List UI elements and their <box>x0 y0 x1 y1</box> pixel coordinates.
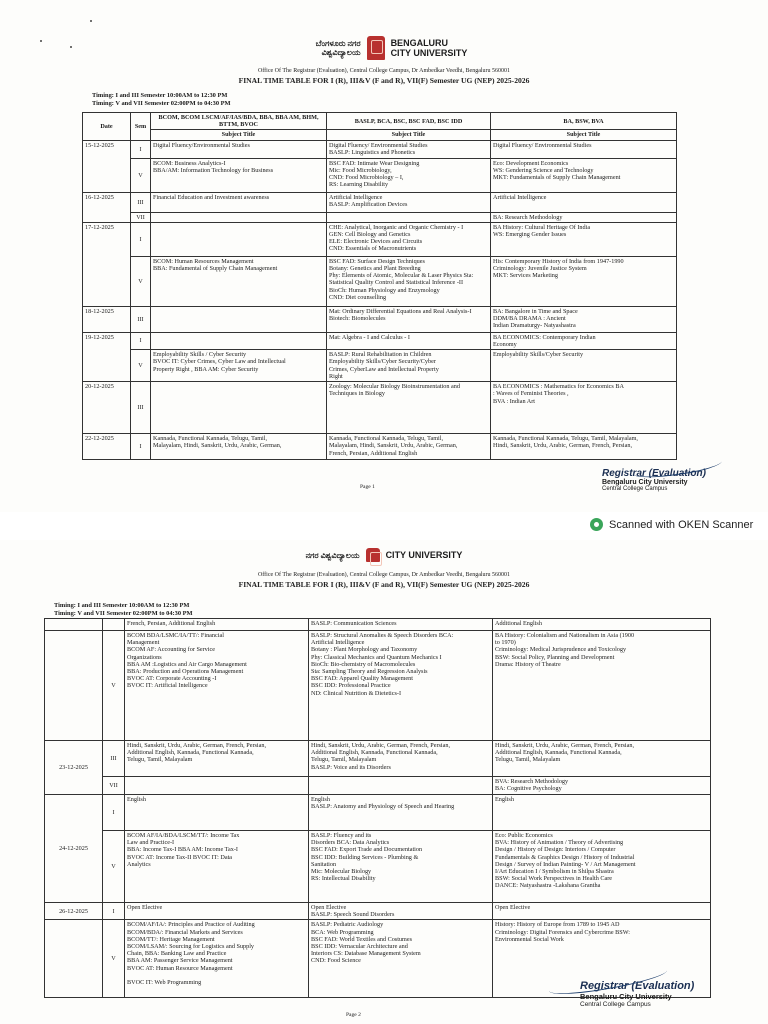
office-address: Office Of The Registrar (Evaluation), Central College Campus, Dr Ambedkar Veedhi, Bengaluru 560001 <box>257 572 511 578</box>
date-cell: 16-12-2025 <box>83 192 131 222</box>
sem-cell <box>103 619 125 631</box>
subject-cell: Mat: Algebra - I and Calculus - I <box>327 332 491 349</box>
header-commerce: BCOM, BCOM LSCM/AF/IAS/BDA, BBA, BBA AM, BHM, BTTM, BVOC <box>151 113 327 130</box>
table-row <box>83 192 677 212</box>
subject-cell: BA ECONOMICS : Mathematics for Economics BA : Waves of Feminist Theories , BVA : Indian Art <box>491 382 677 434</box>
date-cell: 23-12-2025 <box>45 741 103 795</box>
subject-cell: CHE: Analytical, Inorganic and Organic Chemistry - I GEN: Cell Biology and Genetics ELE: Electronic Devices and Circuits CND: Essentials of Macronutrients <box>327 222 491 256</box>
subject-cell: BASLP: Communication Sciences <box>309 619 493 631</box>
subject-cell: His: Contemporary History of India from 1947-1990 Criminology: Juvenile Justice System MKT: Services Marketing <box>491 256 677 306</box>
sem-cell: III <box>103 741 125 777</box>
timing-info: Timing: I and III Semester 10:00AM to 12:30 PM Timing: V and VII Semester 02:00PM to 04:30 PM <box>54 602 193 617</box>
subject-cell: Artificial Intelligence BASLP: Amplification Devices <box>327 192 491 212</box>
table-row <box>83 434 677 460</box>
subject-cell: BA ECONOMICS: Contemporary Indian Economy <box>491 332 677 349</box>
subject-cell: BSC FAD: Surface Design Techniques Botany: Genetics and Plant Breeding Phy: Elements of Atomic, Molecular & Laser Physics Sta: Statistical Quality Control and Statistical Inference -II BioCh: Human Physiology and Enzymology CND: Diet counselling <box>327 256 491 306</box>
sem-cell: V <box>103 920 125 998</box>
table-row <box>83 256 677 306</box>
subject-cell: BASLP: Fluency and its Disorders BCA: Data Analytics BSC FAD: Export Trade and Documentation BSC IDD: Building Services - Plumbing & Sanitation Mic: Molecular Biology RS: Intellectual Disability <box>309 831 493 903</box>
university-name-kannada: ಬೆಂಗಳೂರು ನಗರ ವಿಶ್ವವಿದ್ಯಾಲಯ <box>315 39 361 57</box>
subject-cell <box>309 777 493 795</box>
subtitle-row <box>83 130 677 140</box>
sem-cell: VII <box>103 777 125 795</box>
subject-cell: Zoology: Molecular Biology Bioinstrumentation and Techniques in Biology <box>327 382 491 434</box>
table-row <box>83 158 677 192</box>
sem-cell: V <box>131 256 151 306</box>
subject-cell: Kannada, Functional Kannada, Telugu, Tamil, Malayalam, Hindi, Sanskrit, Urdu, Arabic, German, French, Persian, Additional English <box>327 434 491 460</box>
table-row <box>45 831 711 903</box>
sem-cell: V <box>103 631 125 741</box>
subject-cell: Financial Education and Investment awareness <box>151 192 327 212</box>
sem-cell: III <box>131 306 151 332</box>
subject-cell: English <box>125 795 309 831</box>
subject-cell <box>151 222 327 256</box>
sem-cell: III <box>131 192 151 212</box>
subject-cell: Open Elective <box>493 903 711 920</box>
subject-cell: Open Elective BASLP: Speech Sound Disorders <box>309 903 493 920</box>
subject-cell: BASLP: Rural Rehabilitation in Children Employability Skills/Cyber Security/Cyber Crimes, CyberLaw and Intellectual Property Right <box>327 350 491 382</box>
signature-campus: Central College Campus <box>580 1001 651 1008</box>
subject-cell: Additional English <box>493 619 711 631</box>
table-row <box>83 222 677 256</box>
subject-cell: BA: Bangalore in Time and Space DDM/BA DRAMA : Ancient Indian Dramaturgy- Natyashastra <box>491 306 677 332</box>
subject-cell: English BASLP: Anatomy and Physiology of Speech and Hearing <box>309 795 493 831</box>
date-cell: 15-12-2025 <box>83 140 131 192</box>
scanner-logo-icon <box>590 518 603 531</box>
page-header <box>0 36 768 85</box>
sem-cell: V <box>131 158 151 192</box>
subject-cell: English <box>493 795 711 831</box>
subject-cell: BSC FAD: Intimate Wear Designing Mic: Food Microbiology, CND: Food Microbiology – I, RS: Learning Disability <box>327 158 491 192</box>
table-row <box>45 903 711 920</box>
subject-cell: BCOM BDA/LSMC/IA/TT/: Financial Management BCOM AF: Accounting for Service Organizations BBA AM :Logistics and Air Cargo Management BBA: Production and Operations Management BVOC AT: Corporate Accounting -I BVOC IT: Artificial Intelligence <box>125 631 309 741</box>
subject-cell: Digital Fluency/ Environmental Studies <box>491 140 677 158</box>
table-row <box>83 212 677 222</box>
subject-cell: French, Persian, Additional English <box>125 619 309 631</box>
scan-speck <box>90 20 92 22</box>
subject-cell <box>151 306 327 332</box>
office-address: Office Of The Registrar (Evaluation), Central College Campus, Dr Ambedkar Veedhi, Bengaluru 560001 <box>257 68 511 74</box>
date-cell: 22-12-2025 <box>83 434 131 460</box>
table-row <box>45 777 711 795</box>
header-arts: BA, BSW, BVA <box>491 113 677 130</box>
signature-university: Bengaluru City University <box>602 479 688 486</box>
sem-cell: V <box>131 350 151 382</box>
subject-cell: BVA: Research Methodology BA: Cognitive Psychology <box>493 777 711 795</box>
scanner-watermark <box>590 518 753 531</box>
subject-cell <box>125 777 309 795</box>
sem-cell: I <box>103 903 125 920</box>
sem-cell: I <box>131 332 151 349</box>
subject-cell: Digital Fluency/ Environmental Studies BASLP: Linguistics and Phonetics <box>327 140 491 158</box>
table-row <box>45 795 711 831</box>
subject-cell: Employability Skills/Cyber Security <box>491 350 677 382</box>
date-cell: 19-12-2025 <box>83 332 131 381</box>
subject-cell: Hindi, Sanskrit, Urdu, Arabic, German, French, Persian, Additional English, Kannada, Functional Kannada, Telugu, Tamil, Malayalam <box>125 741 309 777</box>
table-row <box>83 140 677 158</box>
date-cell: 26-12-2025 <box>45 903 103 920</box>
page-number: Page 2 <box>346 1012 361 1018</box>
subject-cell: Digital Fluency/Environmental Studies <box>151 140 327 158</box>
subject-cell: Employability Skills / Cyber Security BVOC IT: Cyber Crimes, Cyber Law and Intellectual Property Right , BBA AM: Cyber Security <box>151 350 327 382</box>
university-emblem-icon <box>367 36 385 60</box>
subject-cell <box>151 332 327 349</box>
timetable-title: FINAL TIME TABLE FOR I (R), III&V (F and R), VII(F) Semester UG (NEP) 2025-2026 <box>238 580 530 589</box>
table-row <box>45 619 711 631</box>
timing-info: Timing: I and III Semester 10:00AM to 12:30 PM Timing: V and VII Semester 02:00PM to 04:30 PM <box>92 92 231 107</box>
date-cell: 24-12-2025 <box>45 795 103 903</box>
table-row <box>83 306 677 332</box>
sem-cell: III <box>131 382 151 434</box>
subject-cell: BA History: Colonialism and Nationalism in Asia (1900 to 1970) Criminology: Medical Jurisprudence and Toxicology BSW: Social Policy, Planning and Development Drama: History of Theatre <box>493 631 711 741</box>
subject-cell: BCOM AF/IA/BDA/LSCM/TT/: Income Tax Law and Practice-I BBA: Income Tax-I BBA AM: Income Tax-I BVOC AT: Income Tax-II BVOC IT: Data Analytics <box>125 831 309 903</box>
signature-university: Bengaluru City University <box>580 992 672 1001</box>
subject-cell: BCOM/AF/IA/: Principles and Practice of Auditing BCOM/BDA/: Financial Markets and Services BCOM/TT/: Heritage Management BCOM/LSAM/: Sourcing for Logistics and Supply Chain, BBA: Banking Law and Practice BBA AM: Passenger Service Management BVOC AT: Human Resource Management BVOC IT: Web Programming <box>125 920 309 998</box>
header-science: BASLP, BCA, BSC, BSC FAD, BSC IDD <box>327 113 491 130</box>
university-name: CITY UNIVERSITY <box>385 550 463 560</box>
subject-cell: Mat: Ordinary Differential Equations and Real Analysis-I Biotech: Biomolecules <box>327 306 491 332</box>
subject-cell: BCOM: Business Analytics-I BBA/AM: Information Technology for Business <box>151 158 327 192</box>
subject-cell: BASLP: Structural Anomalies & Speech Disorders BCA: Artificial Intelligence Botany : Plant Morphology and Taxonomy Phy: Classical Mechanics and Quantum Mechanics I BioCh: Bio-chemistry of Macromolecules Sta: Sampling Theory and Regression Analysis BSC FAD: Apparel Quality Management BSC IDD: Professional Practice ND: Clinical Nutrition & Dietetics-I <box>309 631 493 741</box>
signature-title: Registrar (Evaluation) <box>602 468 706 479</box>
table-row <box>45 741 711 777</box>
table-row <box>83 350 677 382</box>
subject-cell <box>151 382 327 434</box>
date-cell: 20-12-2025 <box>83 382 131 434</box>
subject-cell: History: History of Europe from 1789 to 1945 AD Criminology: Digital Forensics and Cybercrime BSW: Environmental Social Work <box>493 920 711 998</box>
date-cell: 17-12-2025 <box>83 222 131 306</box>
subject-cell: Kannada, Functional Kannada, Telugu, Tamil, Malayalam, Hindi, Sanskrit, Urdu, Arabic, German, <box>151 434 327 460</box>
subject-cell: Hindi, Sanskrit, Urdu, Arabic, German, French, Persian, Additional English, Kannada, Functional Kannada, Telugu, Tamil, Malayalam <box>493 741 711 777</box>
subject-title-label: Subject Title <box>491 130 677 140</box>
date-cell <box>45 619 103 631</box>
subject-cell: BA History: Cultural Heritage Of India WS: Emerging Gender Issues <box>491 222 677 256</box>
table-row <box>45 631 711 741</box>
sem-cell: I <box>131 140 151 158</box>
scanner-label: Scanned with OKEN Scanner <box>609 518 754 531</box>
university-name-kannada: ನಗರ ವಿಶ್ವವಿದ್ಯಾಲಯ <box>305 550 360 560</box>
date-cell <box>45 631 103 741</box>
subject-cell: Eco: Public Economics BVA: History of Animation / Theory of Advertising Design / History of Design: Interiors / Computer Fundamentals & Graphics Design / History of Industrial Design / Survey of Indian Painting- V / Art Management I/Art Education I / Symbolism in Shilpa Shastra BSW: Social Work Perspectives in Health Care DANCE: Natyashastra -Lakshana Grantha <box>493 831 711 903</box>
subject-cell: BCOM: Human Resources Management BBA: Fundamental of Supply Chain Management <box>151 256 327 306</box>
subject-cell: Artificial Intelligence <box>491 192 677 212</box>
sem-cell: I <box>103 795 125 831</box>
table-header-row <box>83 113 677 130</box>
signature-title: Registrar (Evaluation) <box>580 980 695 992</box>
table-row <box>83 332 677 349</box>
header-date: Date <box>83 113 131 141</box>
timetable-page-1 <box>82 112 677 460</box>
subject-cell: Hindi, Sanskrit, Urdu, Arabic, German, French, Persian, Additional English, Kannada, Functional Kannada, Telugu, Tamil, Malayalam BASLP: Voice and its Disorders <box>309 741 493 777</box>
date-cell: 18-12-2025 <box>83 306 131 332</box>
page-2 <box>0 540 768 1024</box>
date-cell <box>45 920 103 998</box>
subject-cell <box>151 212 327 222</box>
subject-cell: Open Elective <box>125 903 309 920</box>
signature-campus: Central College Campus <box>602 486 668 492</box>
university-emblem-icon <box>366 548 380 562</box>
subject-cell: BASLP: Pediatric Audiology BCA: Web Programming BSC FAD: World Textiles and Costumes BSC IDD: Vernacular Architecture and Interiors CS: Database Management System CND: Food Science <box>309 920 493 998</box>
timetable-page-2 <box>44 618 711 998</box>
subject-cell <box>327 212 491 222</box>
table-row <box>83 382 677 434</box>
sem-cell: I <box>131 434 151 460</box>
timetable-title: FINAL TIME TABLE FOR I (R), III&V (F and R), VII(F) Semester UG (NEP) 2025-2026 <box>238 76 530 85</box>
subject-cell: Kannada, Functional Kannada, Telugu, Tamil, Malayalam, Hindi, Sanskrit, Urdu, Arabic, German, French, Persian, <box>491 434 677 460</box>
page-number: Page 1 <box>360 484 375 490</box>
university-name: BENGALURU CITY UNIVERSITY <box>390 38 468 58</box>
subject-title-label: Subject Title <box>151 130 327 140</box>
subject-cell: Eco: Development Economics WS: Gendering Science and Technology MKT: Fundamentals of Supply Chain Management <box>491 158 677 192</box>
subject-title-label: Subject Title <box>327 130 491 140</box>
subject-cell: BA: Research Methodology <box>491 212 677 222</box>
header-sem: Sem <box>131 113 151 141</box>
sem-cell: I <box>131 222 151 256</box>
sem-cell: V <box>103 831 125 903</box>
sem-cell: VII <box>131 212 151 222</box>
page-header <box>0 548 768 589</box>
